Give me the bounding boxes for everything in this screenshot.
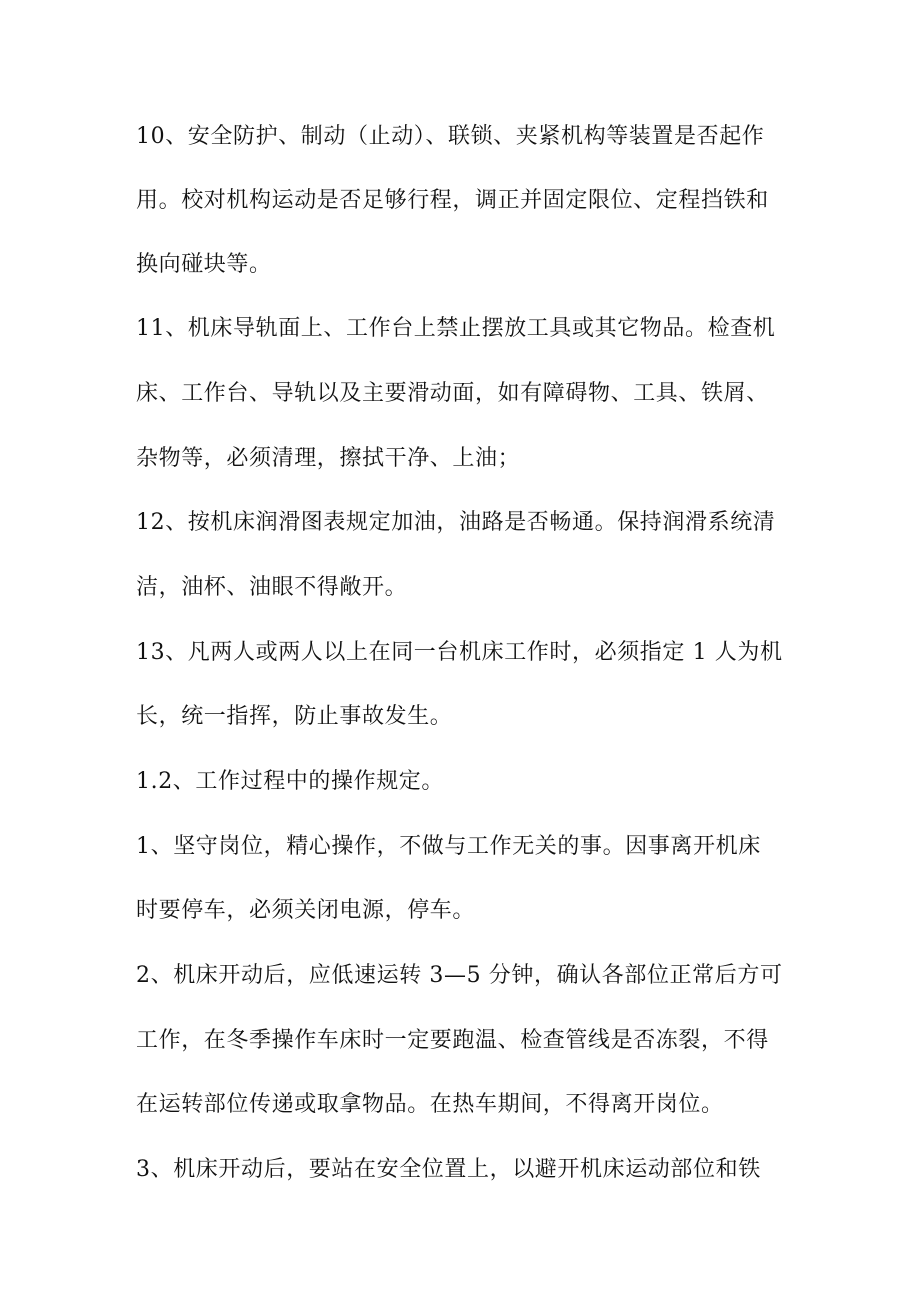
text-line: 在运转部位传递或取拿物品。在热车期间，不得离开岗位。 bbox=[136, 1092, 724, 1117]
section-heading: 1.2、工作过程中的操作规定。 bbox=[136, 769, 444, 794]
text-line: 杂物等，必须清理，擦拭干净、上油； bbox=[136, 446, 521, 471]
text-line: 工作，在冬季操作车床时一定要跑温、检查管线是否冻裂，不得 bbox=[136, 1028, 769, 1053]
text-line: 换向碰块等。 bbox=[136, 252, 272, 277]
text-line: 10、安全防护、制动（止动）、联锁、夹紧机构等装置是否起作 bbox=[136, 124, 765, 149]
text-line: 时要停车，必须关闭电源，停车。 bbox=[136, 898, 476, 923]
text-line: 3、机床开动后，要站在安全位置上，以避开机床运动部位和铁 bbox=[136, 1157, 761, 1182]
text-line: 用。校对机构运动是否足够行程，调正并固定限位、定程挡铁和 bbox=[136, 188, 769, 213]
text-line: 12、按机床润滑图表规定加油，油路是否畅通。保持润滑系统清 bbox=[136, 510, 776, 535]
text-line: 1、坚守岗位，精心操作，不做与工作无关的事。因事离开机床 bbox=[136, 834, 761, 859]
text-line: 2、机床开动后，应低速运转 3—5 分钟，确认各部位正常后方可 bbox=[136, 963, 783, 988]
text-line: 床、工作台、导轨以及主要滑动面，如有障碍物、工具、铁屑、 bbox=[136, 381, 769, 406]
text-line: 11、机床导轨面上、工作台上禁止摆放工具或其它物品。检查机 bbox=[136, 316, 776, 341]
text-line: 13、凡两人或两人以上在同一台机床工作时，必须指定 1 人为机 bbox=[136, 640, 783, 665]
text-line: 洁，油杯、油眼不得敞开。 bbox=[136, 575, 408, 600]
text-line: 长，统一指挥，防止事故发生。 bbox=[136, 704, 453, 729]
